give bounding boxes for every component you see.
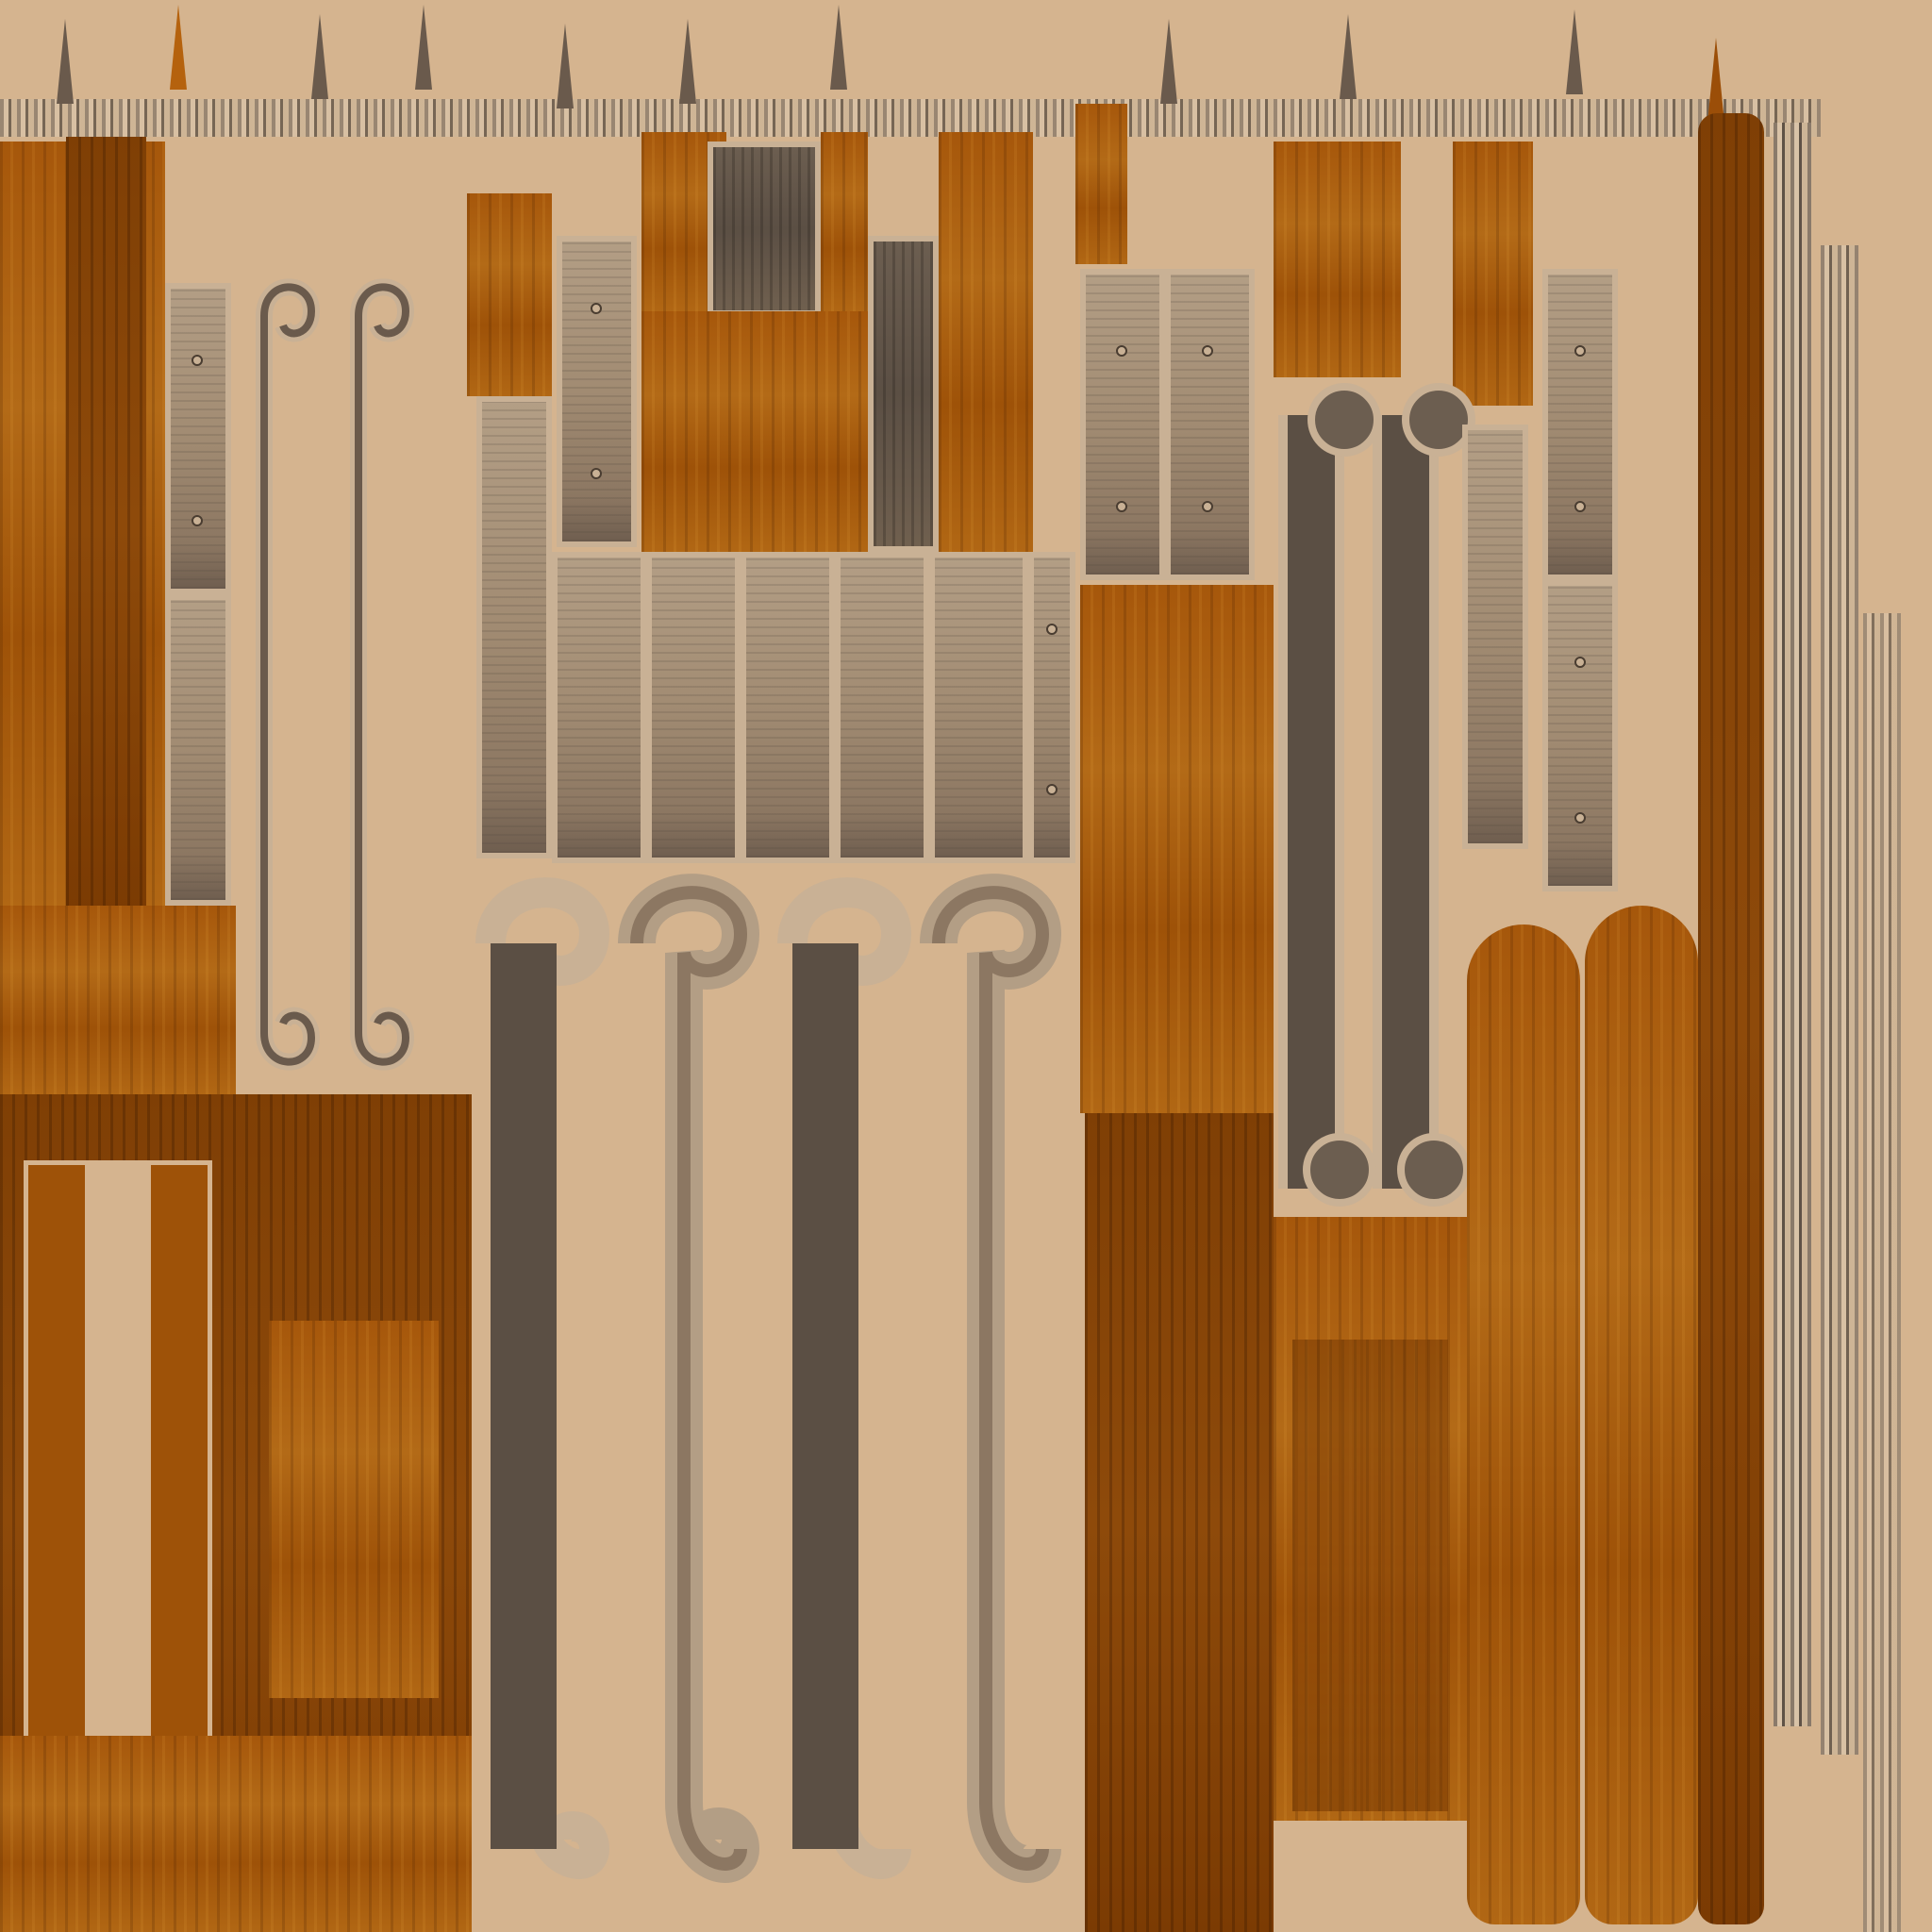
rivet-icon [1046, 624, 1058, 635]
metal-strip-right-3 [1462, 425, 1528, 849]
wood-panel-left-base [0, 1736, 472, 1932]
wood-panel-left-insert [269, 1321, 439, 1698]
metal-strip-left-of-center [476, 396, 552, 858]
wood-panel-left-mid [0, 906, 236, 1094]
wood-panel-right-center-inset [1292, 1340, 1448, 1811]
rivet-icon [1574, 345, 1586, 357]
trim-strip-far-right-1 [1774, 123, 1811, 1726]
rivet-icon [1046, 784, 1058, 795]
rivet-icon [192, 355, 203, 366]
rivet-icon [1202, 501, 1213, 512]
metal-strip-left-lower [165, 594, 231, 906]
top-trim-strip [0, 99, 1821, 137]
wood-block-left-center [467, 193, 552, 396]
metal-block-center-top [708, 142, 821, 316]
rivet-icon [1116, 345, 1127, 357]
finial-spike-icon [1340, 14, 1357, 99]
finial-spike-icon [415, 5, 432, 90]
metal-strip-right-1 [1080, 269, 1165, 580]
metal-block-center-right [868, 236, 939, 552]
finial-spike-icon [1160, 19, 1177, 104]
rivet-icon [1574, 812, 1586, 824]
rivet-icon [192, 515, 203, 526]
wood-panel-left-upper-right [66, 137, 146, 910]
wood-leg-right-tall [1698, 113, 1764, 1924]
rivet-icon [591, 468, 602, 479]
metal-strip-center-vertical [557, 236, 637, 547]
wood-leg-right-2 [1585, 906, 1698, 1924]
wood-block-center-top-right [821, 132, 868, 311]
wrought-iron-scroll-icon [1274, 377, 1462, 1226]
finial-spike-icon [1566, 9, 1583, 94]
rivet-icon [1574, 657, 1586, 668]
trim-strip-far-right-2 [1821, 245, 1858, 1755]
wrought-iron-scroll-icon [236, 259, 425, 1090]
wood-block-right-top [1075, 104, 1127, 264]
metal-strip-right-4 [1542, 269, 1618, 580]
rivet-icon [1116, 501, 1127, 512]
finial-spike-icon [57, 19, 74, 104]
metal-panel-row-4 [835, 552, 929, 863]
wood-block-center [641, 311, 868, 552]
metal-panel-row-1 [552, 552, 646, 863]
wood-leg-right-1 [1467, 924, 1580, 1924]
finial-spike-icon [311, 14, 328, 99]
metal-panel-row-3 [741, 552, 835, 863]
rivet-icon [1202, 345, 1213, 357]
finial-spike-icon [170, 5, 187, 90]
metal-panel-row-2 [646, 552, 741, 863]
wood-block-right-center-top-2 [1453, 142, 1533, 406]
finial-spike-icon [679, 19, 696, 104]
wood-block-center-far-right [939, 132, 1033, 552]
rivet-icon [1574, 501, 1586, 512]
metal-strip-row-end [1028, 552, 1075, 863]
metal-strip-right-2 [1165, 269, 1255, 580]
wood-panel-right-center-lower [1085, 1113, 1274, 1932]
finial-spike-icon [830, 5, 847, 90]
finial-spike-icon [1707, 38, 1724, 123]
rivet-icon [591, 303, 602, 314]
finial-spike-icon [557, 24, 574, 108]
wood-panel-right-center-tall [1080, 585, 1274, 1113]
trim-strip-far-right-3 [1863, 613, 1901, 1932]
metal-strip-left [165, 283, 231, 594]
metal-strip-right-5 [1542, 580, 1618, 891]
metal-panel-row-5 [929, 552, 1028, 863]
wood-block-right-center-top [1274, 142, 1401, 377]
wrought-iron-scroll-icon [472, 868, 1075, 1924]
